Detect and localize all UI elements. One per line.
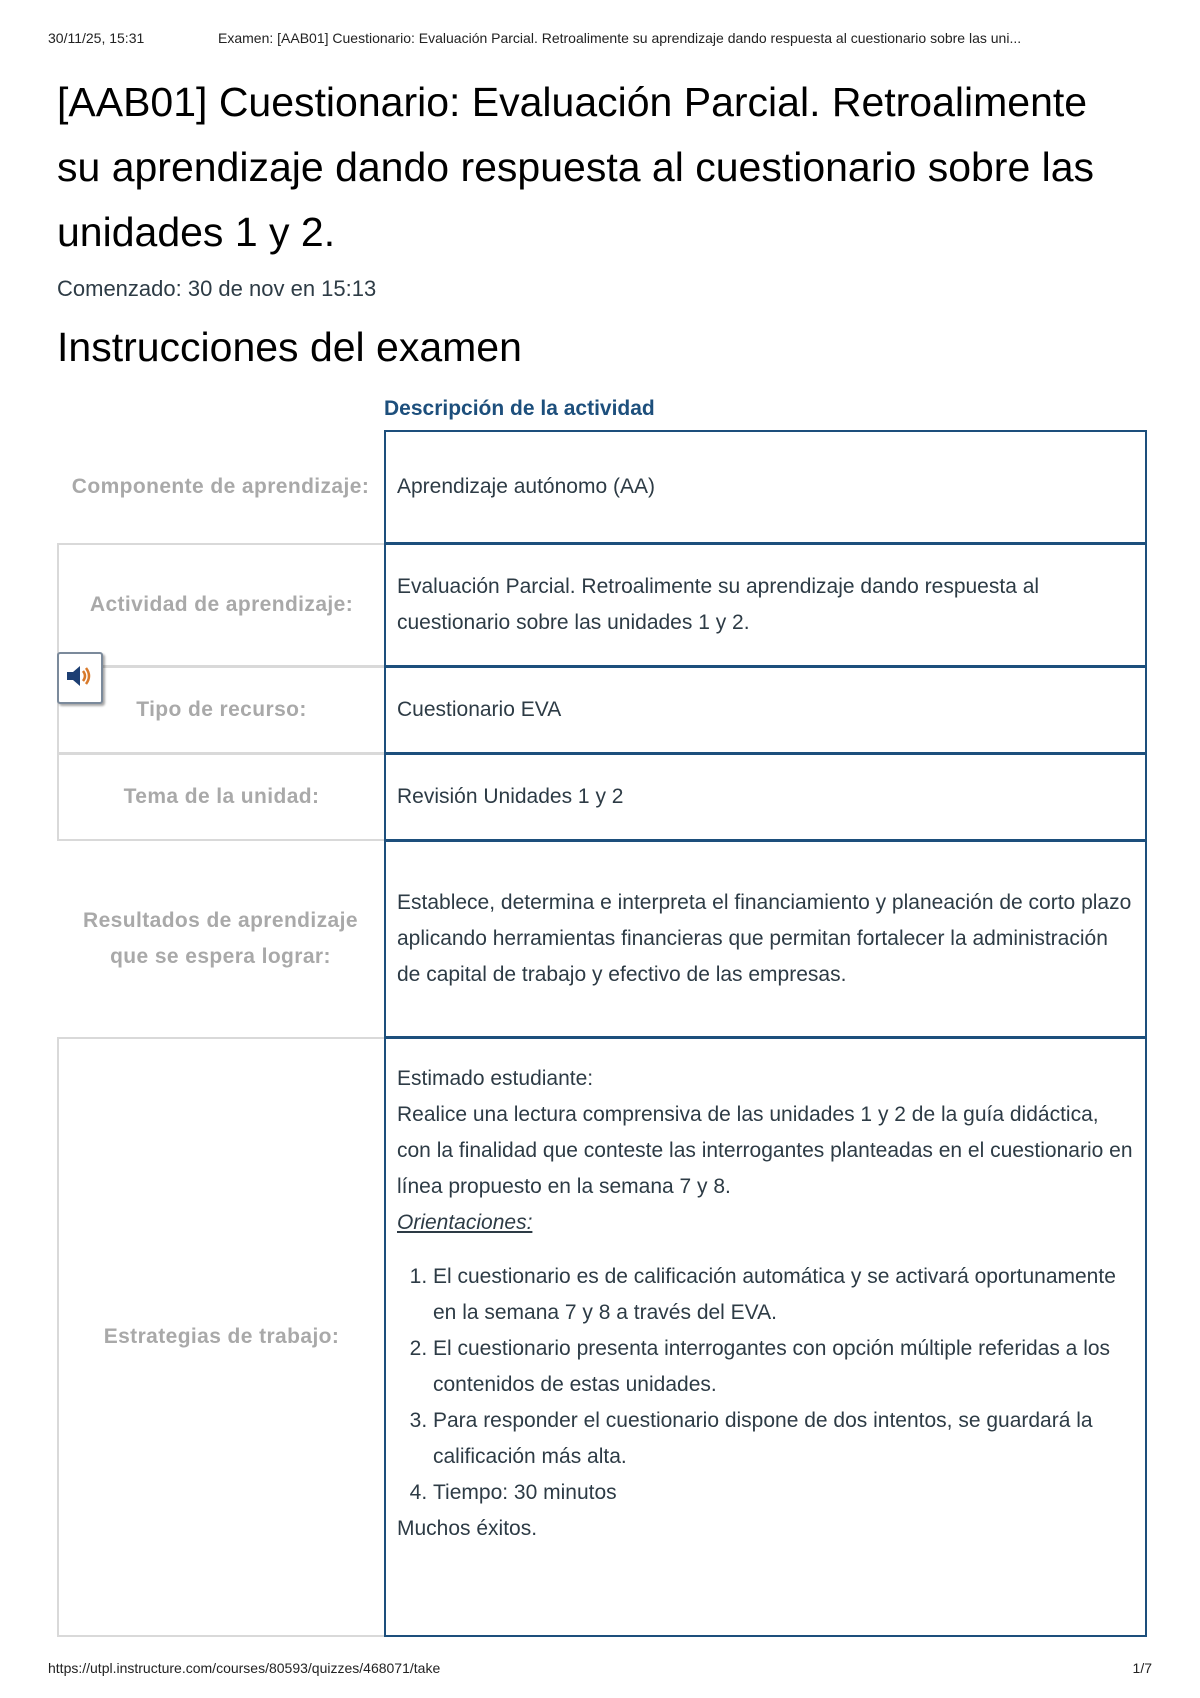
row-value-componente (384, 430, 1147, 544)
activity-table-caption: Descripción de la actividad (384, 397, 655, 420)
row-label-resultados: Resultados de aprendizaje que se espera lograr: (83, 909, 358, 968)
row-value-resultados (384, 840, 1147, 1038)
quiz-started-time: Comenzado: 30 de nov en 15:13 (57, 276, 377, 301)
list-item: 4. Tiempo: 30 minutos (433, 1475, 1135, 1511)
activity-row-estrategias (57, 1037, 1147, 1637)
tipo-value-text: Cuestionario EVA (397, 698, 562, 721)
activity-row-tema (57, 753, 1147, 841)
activity-row-componente (57, 430, 1147, 544)
speaker-icon (64, 661, 96, 696)
audio-play-button[interactable] (57, 652, 103, 704)
row-label-tema: Tema de la unidad: (57, 753, 384, 841)
tema-value-text: Revisión Unidades 1 y 2 (397, 785, 624, 808)
row-label-componente: Componente de aprendizaje: (71, 475, 370, 498)
list-item: 1. El cuestionario es de calificación automática y se activará oportunamente en la semana 7 y 8 a través del EVA. (433, 1259, 1135, 1331)
strategies-intro: Realice una lectura comprensiva de las unidades 1 y 2 de la guía didáctica, con la finalidad que conteste las interrogantes planteadas en el cuestionario en línea propuesto en la semana 7 y 8. (397, 1103, 1133, 1198)
list-item: 2. El cuestionario presenta interrogantes con opción múltiple referidas a los contenidos de estas unidades. (433, 1331, 1135, 1403)
orientaciones-label: Orientaciones: (397, 1211, 533, 1234)
print-date: 30/11/25, 15:31 (48, 30, 145, 46)
row-label-estrategias: Estrategias de trabajo: (57, 1037, 384, 1637)
activity-row-resultados (57, 840, 1147, 1038)
resultados-value-text: Establece, determina e interpreta el financiamiento y planeación de corto plazo aplicando herramientas financieras que permitan fortalecer la administración de capital de trabajo y efectivo de las empresas. (397, 891, 1132, 986)
componente-value-text: Aprendizaje autónomo (AA) (397, 475, 655, 498)
instructions-heading: Instrucciones del examen (57, 324, 522, 370)
row-label-actividad: Actividad de aprendizaje: (57, 543, 384, 667)
row-value-actividad (384, 543, 1147, 667)
row-label-tipo: Tipo de recurso: (57, 666, 384, 754)
activity-row-tipo (57, 666, 1147, 754)
print-header (48, 30, 1152, 50)
orientaciones-list (397, 1259, 1135, 1511)
print-document-title: Examen: [AAB01] Cuestionario: Evaluación Parcial. Retroalimente su aprendizaje dando respuesta al cuestionario sobre las uni... (218, 30, 1022, 46)
row-value-estrategias (384, 1037, 1147, 1637)
strategies-orientaciones (397, 1205, 1135, 1241)
row-value-tipo (384, 666, 1147, 754)
quiz-title: [AAB01] Cuestionario: Evaluación Parcial. Retroalimente su aprendizaje dando respuesta al cuestionario sobre las unidades 1 y 2. (57, 79, 1095, 255)
activity-row-actividad (57, 543, 1147, 667)
row-value-tema (384, 753, 1147, 841)
list-item: 3. Para responder el cuestionario dispone de dos intentos, se guardará la calificación más alta. (433, 1403, 1135, 1475)
actividad-value-text: Evaluación Parcial. Retroalimente su aprendizaje dando respuesta al cuestionario sobre las unidades 1 y 2. (397, 575, 1040, 634)
print-url: https://utpl.instructure.com/courses/80593/quizzes/468071/take (48, 1660, 441, 1676)
strategies-greeting: Estimado estudiante: (397, 1067, 594, 1090)
print-footer (48, 1660, 1152, 1680)
print-page-number: 1/7 (1132, 1660, 1152, 1676)
strategies-closing: Muchos éxitos. (397, 1517, 538, 1540)
